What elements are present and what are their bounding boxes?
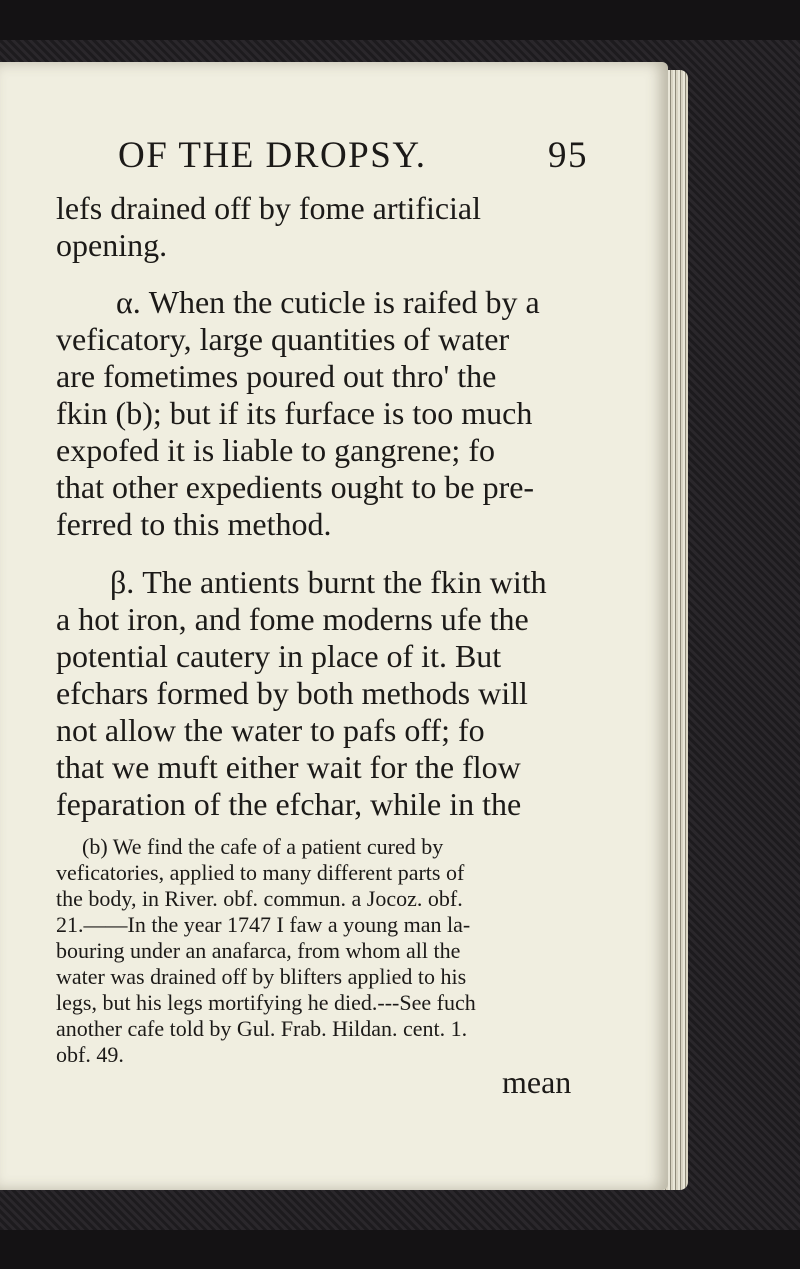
page-text: [0, 62, 668, 1190]
body-line: veficatory, large quantities of water: [56, 321, 510, 357]
footnote-line: bouring under an anafarca, from whom all the: [56, 938, 461, 963]
footnote-line: the body, in River. obf. commun. a Jocoz. obf.: [56, 886, 463, 911]
body-line: a hot iron, and fome moderns ufe the: [56, 601, 529, 637]
body-line: α. When the cuticle is raifed by a: [116, 284, 540, 320]
footnote-line: (b) We find the cafe of a patient cured by: [82, 834, 444, 859]
body-line: not allow the water to pafs off; fo: [56, 712, 485, 748]
body-line: β. The antients burnt the fkin with: [110, 564, 547, 600]
body-line: fkin (b); but if its furface is too much: [56, 395, 533, 431]
header-title: OF THE DROPSY.: [118, 135, 427, 176]
footnote-line: 21.——In the year 1747 I faw a young man la-: [56, 912, 471, 937]
footnote-line: obf. 49.: [56, 1042, 124, 1067]
body-line: are fometimes poured out thro' the: [56, 358, 497, 394]
body-line: opening.: [56, 227, 168, 263]
footnote-line: legs, but his legs mortifying he died.---See fuch: [56, 990, 476, 1015]
body-line: efchars formed by both methods will: [56, 675, 528, 711]
body-line: potential cautery in place of it. But: [56, 638, 502, 674]
page-number: 95: [548, 135, 588, 176]
body-line: lefs drained off by fome artificial: [56, 190, 482, 226]
running-header: [118, 134, 588, 184]
body-line: that we muft either wait for the flow: [56, 749, 521, 785]
body-line: expofed it is liable to gangrene; fo: [56, 432, 495, 468]
body-line: feparation of the efchar, while in the: [56, 786, 522, 822]
body-line: that other expedients ought to be pre-: [56, 469, 535, 505]
footnote-line: another cafe told by Gul. Frab. Hildan. cent. 1.: [56, 1016, 468, 1041]
catchword: mean: [502, 1064, 572, 1100]
book-page: [0, 62, 668, 1190]
footnote-line: veficatories, applied to many different parts of: [56, 860, 465, 885]
footnote-line: water was drained off by blifters applied to his: [56, 964, 467, 989]
body-line: ferred to this method.: [56, 506, 332, 542]
